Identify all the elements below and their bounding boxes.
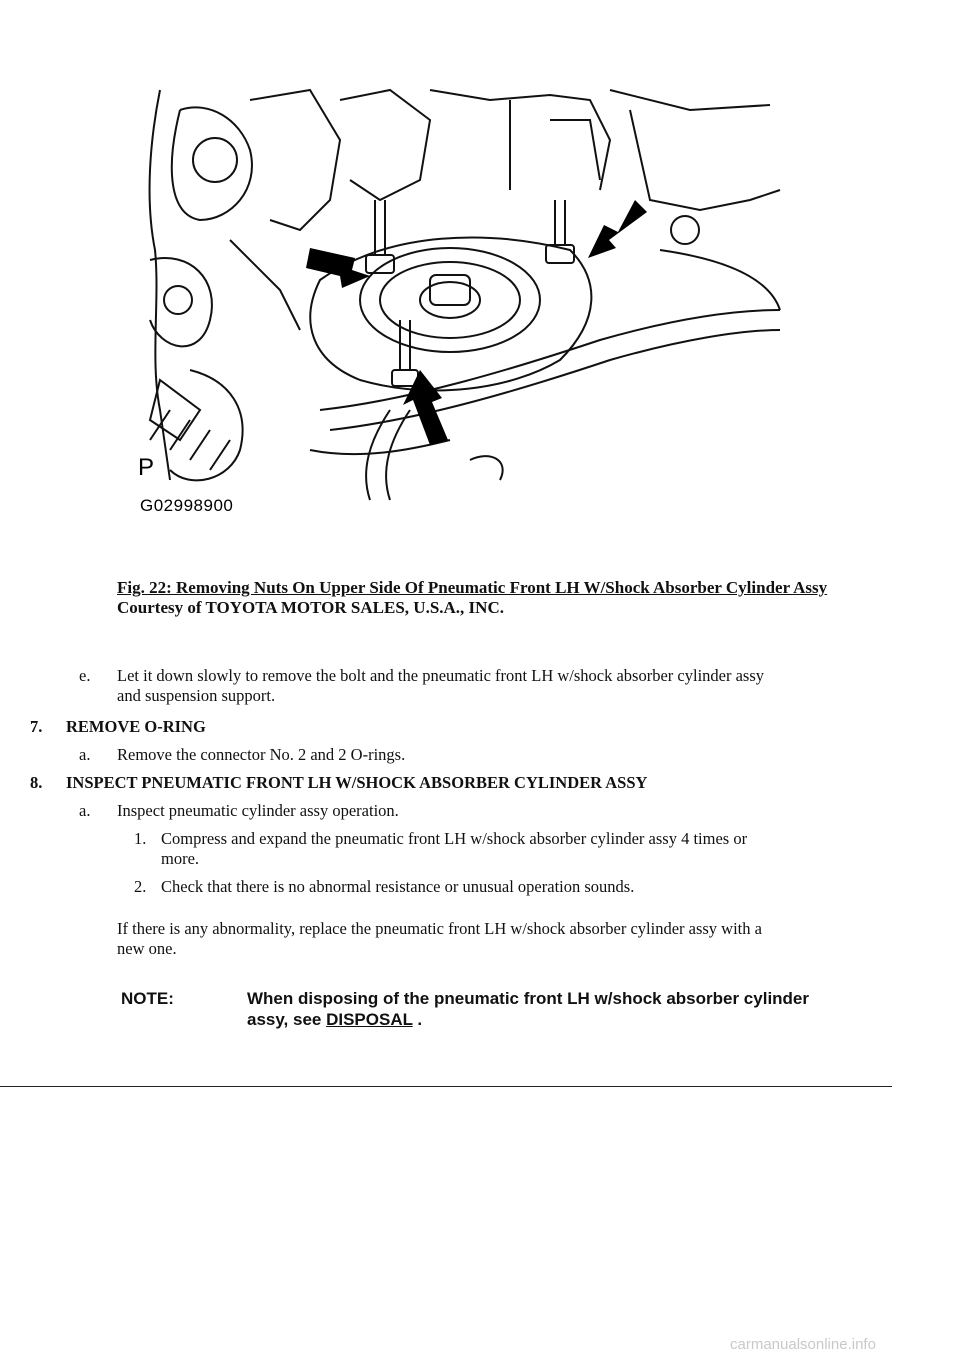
step-8a-2-text: Check that there is no abnormal resistance or unusual operation sounds. <box>161 877 635 896</box>
step-8a-1-marker: 1. <box>134 829 147 848</box>
disposal-link[interactable]: DISPOSAL <box>326 1010 413 1029</box>
step-8a-text: Inspect pneumatic cylinder assy operation. <box>117 801 399 820</box>
figure-code: G02998900 <box>140 496 234 515</box>
step-8a-2-marker: 2. <box>134 877 147 896</box>
note-line-1: When disposing of the pneumatic front LH w/shock absorber cylinder <box>247 989 810 1008</box>
site-watermark: carmanualsonline.info <box>730 1336 876 1353</box>
note-body <box>247 988 897 1030</box>
figure-caption-title: Fig. 22: Removing Nuts On Upper Side Of Pneumatic Front LH W/Shock Absorber Cylinder Assy <box>117 578 828 597</box>
step-8a-1-line-1: Compress and expand the pneumatic front LH w/shock absorber cylinder assy 4 times or <box>161 829 748 848</box>
step-8-number: 8. <box>30 773 43 792</box>
note-line-2-prefix: assy, see <box>247 1010 327 1029</box>
step-7-number: 7. <box>30 717 43 736</box>
note-label: NOTE: <box>121 989 174 1008</box>
step-e-line-2: and suspension support. <box>117 686 276 705</box>
step-8a-1-line-2: more. <box>161 849 200 868</box>
abnormality-line-2: new one. <box>117 939 177 958</box>
figure-courtesy: Courtesy of TOYOTA MOTOR SALES, U.S.A., INC. <box>117 598 504 617</box>
note-line-2 <box>247 1009 897 1030</box>
step-8-title: INSPECT PNEUMATIC FRONT LH W/SHOCK ABSORBER CYLINDER ASSY <box>66 773 648 792</box>
figure-corner-label: P <box>138 454 155 481</box>
step-7-title: REMOVE O-RING <box>66 717 206 736</box>
strut-mount-drawing <box>130 80 790 520</box>
step-7a-text: Remove the connector No. 2 and 2 O-rings. <box>117 745 406 764</box>
figure-caption <box>117 578 887 618</box>
abnormality-line-1: If there is any abnormality, replace the pneumatic front LH w/shock absorber cylinder assy with a <box>117 919 762 938</box>
step-7a-marker: a. <box>79 745 91 764</box>
note-line-2-suffix: . <box>412 1010 423 1029</box>
step-8a-marker: a. <box>79 801 91 820</box>
step-e-marker: e. <box>79 666 91 685</box>
page-divider <box>0 1086 892 1087</box>
removal-illustration <box>130 80 790 520</box>
step-e-line-1: Let it down slowly to remove the bolt and the pneumatic front LH w/shock absorber cylinder assy <box>117 666 765 685</box>
